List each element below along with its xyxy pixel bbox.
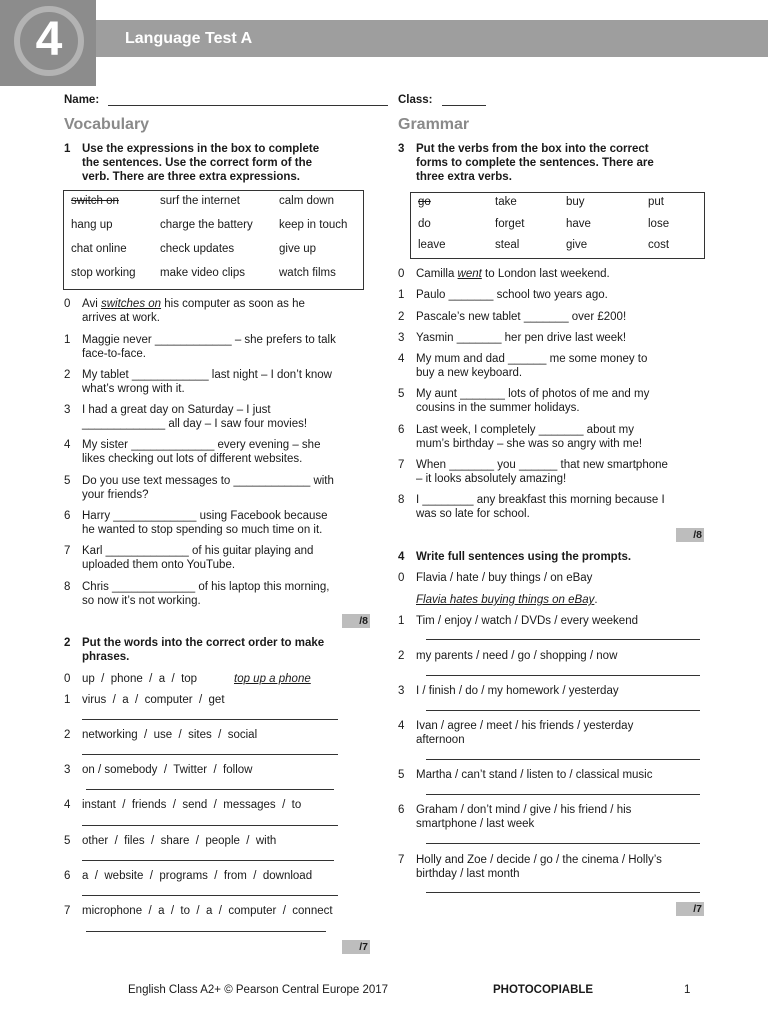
box-word: give up xyxy=(279,243,317,255)
unit-badge xyxy=(0,0,96,86)
box-word: take xyxy=(495,196,517,208)
ex1-item-1[interactable]: 1 Maggie never ____________ – she prefers to talk face-to-face. xyxy=(64,334,336,360)
name-label: Name: xyxy=(64,94,100,106)
footer-copyright: English Class A2+ © Pearson Central Europe 2017 xyxy=(128,984,389,996)
ex3-item-3[interactable]: 3 Yasmin _______ her pen drive last week! xyxy=(398,332,627,344)
ex4-item-1: 1 Tim / enjoy / watch / DVDs / every weekend xyxy=(398,615,638,627)
ex4-item-4: 4 Ivan / agree / meet / his friends / yesterday afternoon xyxy=(398,720,634,746)
box-word: lose xyxy=(648,218,670,230)
ex2-item-5: 5 other / files / share / people / with xyxy=(64,835,277,847)
ex3-item-1[interactable]: 1 Paulo _______ school two years ago. xyxy=(398,289,608,301)
box-word: chat online xyxy=(71,243,127,255)
ex4-item-7: 7 Holly and Zoe / decide / go / the cinema / Holly’s birthday / last month xyxy=(398,854,662,880)
ex3-item-6[interactable]: 6 Last week, I completely _______ about my mum’s birthday – she was so angry with me! xyxy=(398,424,643,450)
ex4-item-3: 3 I / finish / do / my homework / yesterday xyxy=(398,685,619,697)
box-word: go xyxy=(418,196,431,208)
box-word: put xyxy=(648,196,664,208)
ex4-item-6: 6 Graham / don’t mind / give / his friend / his smartphone / last week xyxy=(398,804,632,830)
class-field[interactable] xyxy=(442,105,486,106)
ex3-item-4[interactable]: 4 My mum and dad ______ me some money to buy a new keyboard. xyxy=(398,353,648,379)
box-word: make video clips xyxy=(160,267,246,279)
ex4-answer-line-4[interactable] xyxy=(426,759,700,760)
ex2-item-0: 0 up / phone / a / top top up a phone xyxy=(64,673,311,685)
ex1-item-8[interactable]: 8 Chris _____________ of his laptop this morning, so now it’s not working. xyxy=(64,581,330,607)
box-word: forget xyxy=(495,218,525,230)
grammar-title: Grammar xyxy=(398,116,470,133)
example-answer: switches on xyxy=(100,298,162,310)
ex1-expression-box xyxy=(63,190,364,290)
ex3-score-badge: /8 xyxy=(676,528,704,542)
ex2-score-badge: /7 xyxy=(342,940,370,954)
example-answer: top up a phone xyxy=(234,673,311,685)
ex3-item-2[interactable]: 2 Pascale’s new tablet _______ over £200! xyxy=(398,311,627,323)
ex2-answer-line-4[interactable] xyxy=(82,825,338,826)
ex4-answer-line-2[interactable] xyxy=(426,675,700,676)
ex2-answer-line-3[interactable] xyxy=(86,789,334,790)
unit-number: 4 xyxy=(35,13,63,66)
box-word: charge the battery xyxy=(160,219,253,231)
ex4-answer-line-3[interactable] xyxy=(426,710,700,711)
box-word: switch on xyxy=(71,195,119,207)
box-word: buy xyxy=(566,196,585,208)
ex4-answer-line-1[interactable] xyxy=(426,639,700,640)
header-bar xyxy=(0,20,768,57)
ex1-item-0: 0 Avi switches on his computer as soon as he arrives at work. xyxy=(64,298,305,324)
ex4-item-0: 0 Flavia / hate / buy things / on eBay Flavia hates buying things on eBay. xyxy=(398,572,598,606)
box-word: stop working xyxy=(71,267,136,279)
box-word: do xyxy=(418,218,431,230)
footer-page-number: 1 xyxy=(684,984,691,996)
ex2-answer-line-6[interactable] xyxy=(82,895,338,896)
box-word: leave xyxy=(418,239,446,251)
ex3-item-7[interactable]: 7 When _______ you ______ that new smartphone – it looks absolutely amazing! xyxy=(398,459,668,485)
box-word: steal xyxy=(495,239,520,251)
name-field[interactable] xyxy=(108,105,388,106)
ex2-item-4: 4 instant / friends / send / messages / to xyxy=(64,799,302,811)
ex1-score-badge: /8 xyxy=(342,614,370,628)
box-word: give xyxy=(566,239,588,251)
box-word: have xyxy=(566,218,591,230)
ex4-answer-line-5[interactable] xyxy=(426,794,700,795)
box-word: check updates xyxy=(160,243,235,255)
ex2-item-2: 2 networking / use / sites / social xyxy=(64,729,258,741)
ex3-item-0: 0 Camilla went to London last weekend. xyxy=(398,268,610,280)
ex2-item-6: 6 a / website / programs / from / download xyxy=(64,870,313,882)
footer-photocopiable: PHOTOCOPIABLE xyxy=(493,984,594,996)
example-answer: Flavia hates buying things on eBay xyxy=(416,594,595,606)
ex3-item-8[interactable]: 8 I ________ any breakfast this morning because I was so late for school. xyxy=(398,494,665,520)
ex1-item-4[interactable]: 4 My sister _____________ every evening – she likes checking out lots of different websites. xyxy=(64,439,321,465)
ex1-item-6[interactable]: 6 Harry _____________ using Facebook because he wanted to stop spending so much time on it. xyxy=(64,510,328,536)
ex2-answer-line-5[interactable] xyxy=(82,860,334,861)
ex2-item-1: 1 virus / a / computer / get xyxy=(64,694,225,706)
vocabulary-title: Vocabulary xyxy=(64,116,150,133)
box-word: cost xyxy=(648,239,670,251)
ex1-item-2[interactable]: 2 My tablet ____________ last night – I don’t know what’s wrong with it. xyxy=(64,369,332,395)
box-word: surf the internet xyxy=(160,195,240,207)
ex2-answer-line-2[interactable] xyxy=(82,754,338,755)
ex2-answer-line-1[interactable] xyxy=(82,719,338,720)
ex4-score-badge: /7 xyxy=(676,902,704,916)
class-row xyxy=(398,94,486,106)
box-word: keep in touch xyxy=(279,219,348,231)
box-word: calm down xyxy=(279,195,334,207)
ex3-verb-box xyxy=(410,192,705,259)
example-answer: went xyxy=(457,268,482,280)
box-word: hang up xyxy=(71,219,113,231)
page-title: Language Test A xyxy=(125,30,253,47)
ex4-answer-line-7[interactable] xyxy=(426,892,700,893)
ex3-item-5[interactable]: 5 My aunt _______ lots of photos of me and my cousins in the summer holidays. xyxy=(398,388,650,414)
ex4-answer-line-6[interactable] xyxy=(426,843,700,844)
class-label: Class: xyxy=(398,94,433,106)
ex1-item-3[interactable]: 3 I had a great day on Saturday – I just _____________ all day – I saw four movies! xyxy=(64,404,308,430)
ex4-item-5: 5 Martha / can’t stand / listen to / classical music xyxy=(398,769,653,781)
ex2-answer-line-7[interactable] xyxy=(86,931,326,932)
ex2-item-3: 3 on / somebody / Twitter / follow xyxy=(64,764,253,776)
ex2-item-7: 7 microphone / a / to / a / computer / connect xyxy=(64,905,333,917)
ex4-item-2: 2 my parents / need / go / shopping / now xyxy=(398,650,618,662)
ex1-item-7[interactable]: 7 Karl _____________ of his guitar playing and uploaded them onto YouTube. xyxy=(64,545,314,571)
box-word: watch films xyxy=(279,267,336,279)
ex1-item-5[interactable]: 5 Do you use text messages to ____________ with your friends? xyxy=(64,475,334,501)
name-row xyxy=(64,94,388,106)
